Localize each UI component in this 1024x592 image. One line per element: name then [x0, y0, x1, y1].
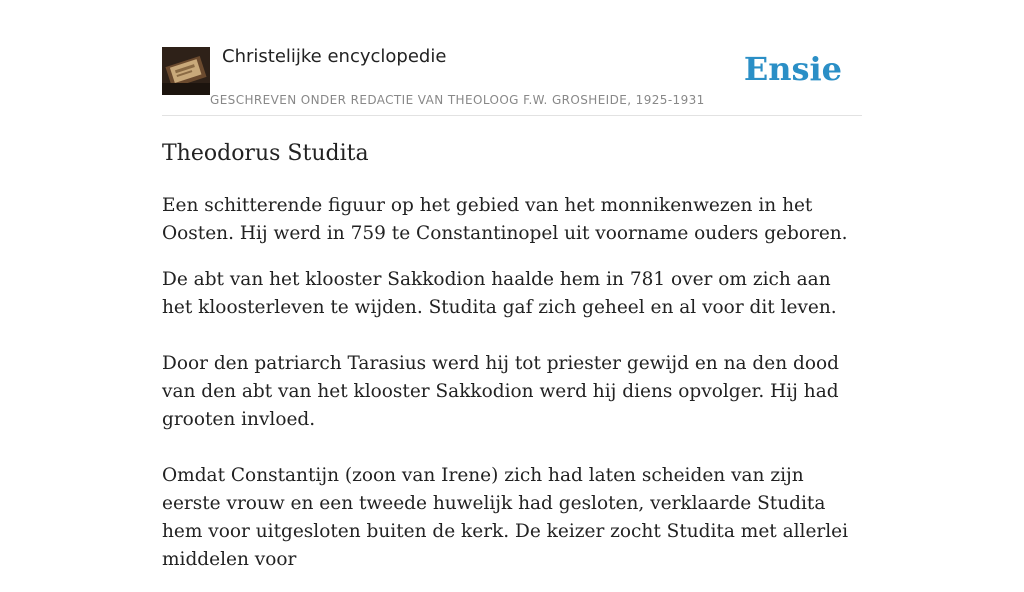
article-paragraph: Door den patriarch Tarasius werd hij tot priester gewijd en na den dood van den abt van het klooster Sakkodion werd hij diens opvolger. Hij had grooten invloed.: [162, 353, 839, 430]
article-title: Theodorus Studita: [162, 141, 369, 166]
article-paragraph: Een schitterende figuur op het gebied van het monnikenwezen in het Oosten. Hij werd in 759 te Constantinopel uit voorname ouders geboren.: [162, 195, 848, 244]
site-title[interactable]: Christelijke encyclopedie: [222, 46, 447, 67]
site-subtitle: GESCHREVEN ONDER REDACTIE VAN THEOLOOG F.W. GROSHEIDE, 1925-1931: [210, 93, 705, 107]
book-photo-icon[interactable]: [162, 47, 210, 95]
article-paragraph: De abt van het klooster Sakkodion haalde hem in 781 over om zich aan het kloosterleven te wijden. Studita gaf zich geheel en al voor dit leven.: [162, 269, 837, 318]
ensie-logo[interactable]: Ensie: [743, 50, 842, 88]
site-header: [162, 40, 862, 116]
article-paragraph: Omdat Constantijn (zoon van Irene) zich had laten scheiden van zijn eerste vrouw en een tweede huwelijk had gesloten, verklaarde Studita hem voor uitgesloten buiten de kerk. De keizer zocht Studita met allerlei middelen voor: [162, 465, 849, 570]
article: [162, 138, 862, 592]
